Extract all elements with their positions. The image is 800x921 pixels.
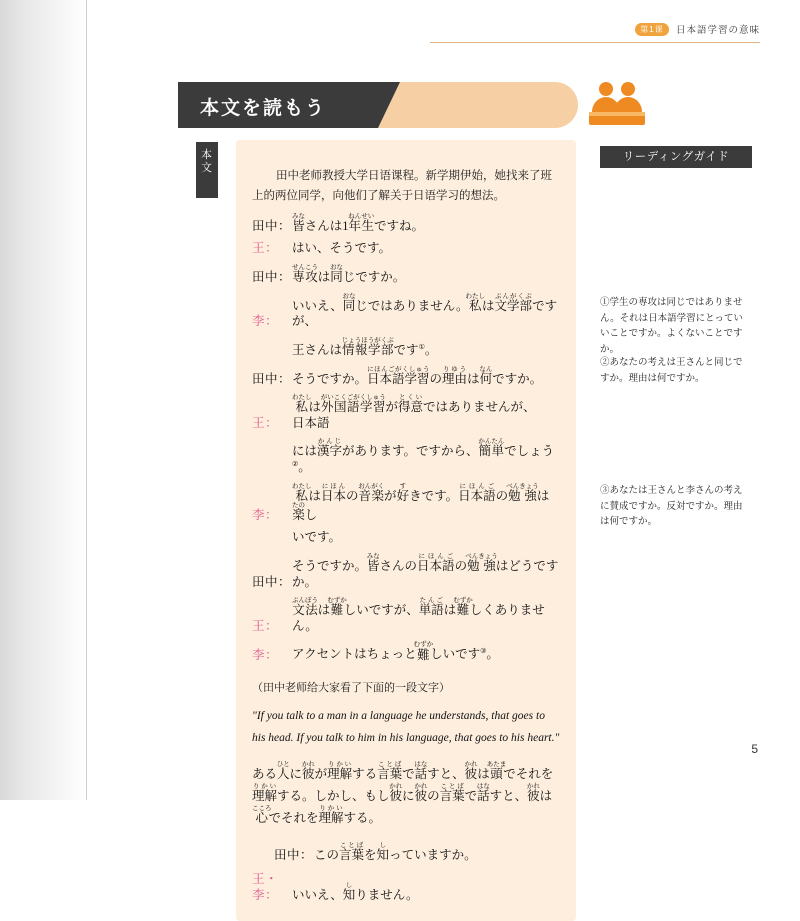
dialogue-block [252, 213, 560, 663]
dialogue-text: 王 さんは情報学部じょうほうがくぶです①。 [292, 336, 438, 357]
dialogue-text: そうですか。皆みなさんの日本語にほんごの勉強べんきょうはどうですか。 [292, 553, 559, 589]
header-divider [430, 42, 760, 43]
speaker-label: 王： [252, 415, 279, 430]
dialogue-text: この言葉ことばを知しっていますか。 [314, 842, 477, 863]
page-number: 5 [751, 742, 758, 756]
speaker-label: 田中： [274, 848, 314, 863]
dialogue-line [252, 394, 560, 431]
dialogue-text: 皆みなさんは1年生ねんせいですね。 [292, 212, 425, 233]
stage-note: （田中老师给大家看了下面的一段文字） [252, 682, 450, 695]
dialogue-text: いいえ、知しりません。 [292, 881, 419, 902]
page-gutter-shadow [0, 0, 88, 800]
dialogue-line [252, 241, 560, 257]
dialogue-text: 文法ぶんぽうは難むずかしいですが、単語たんごは難むずかしくありません。 [292, 597, 545, 633]
english-quote: "If you talk to a man in a language he understands, that goes to his head. If you talk to him in his language, that goes to his heart." [252, 710, 560, 744]
header-title: 日本語学習の意味 [675, 25, 760, 36]
dialogue-line [252, 597, 560, 634]
dialogue-text: アクセントはちょっと難むずかしいです③。 [292, 641, 499, 662]
dialogue-line [252, 642, 560, 664]
dialogue-line [252, 438, 560, 475]
speaker-label: 田中： [252, 574, 292, 589]
speaker-label: 田中： [252, 270, 292, 284]
speaker-label: 李： [252, 507, 279, 522]
intro-chinese-paragraph: 田中老师教授大学日语课程。新学期伊始，她找来了班上的两位同学，向他们了解关于日语学习的想法。 [252, 169, 552, 202]
page-gutter-line [86, 0, 87, 800]
dialogue-line [252, 213, 560, 235]
dialogue-text: いいえ、同おなじではありません。私わたしは文学部ぶんがくぶですが、 [292, 292, 558, 329]
reading-guide-item-3: ③あなたは王さんと李さんの考えに賛成ですか。反対ですか。理由は何ですか。 [600, 486, 743, 528]
dialogue-text: には漢字かんじがあります。ですから、簡単かんたんでしょう②。 [292, 438, 555, 475]
dialogue-line [252, 530, 560, 546]
dialogue-text: 私わたしは日本にほんの音楽おんがくが好すきです。日本語にほんごの勉強べんきょうは楽たのし [292, 482, 550, 522]
running-header [635, 22, 760, 36]
speaker-label: 田中： [252, 218, 292, 233]
dialogue-text: いです。 [292, 530, 342, 545]
speaker-label: 田中： [252, 371, 292, 386]
dialogue-text: 専攻せんこうは同おなじですか。 [292, 264, 406, 284]
japanese-translation: ある人ひとに彼かれが理解りかいする言葉ことばで話はなすと、彼かれは頭あたまでそれを理解りかいする。しかし、もし彼かれに彼かれの言葉ことばで話はなすと、彼かれは心こころでそれを理解りかいする。 [252, 761, 554, 826]
reading-people-icon [586, 78, 648, 132]
dialogue-line [252, 842, 560, 864]
lesson-badge: 第1课 [635, 23, 669, 36]
reading-guide-title: リーディングガイド [600, 146, 752, 168]
honbun-tab: 本文 [196, 142, 218, 198]
speaker-label: 王： [252, 618, 279, 633]
reading-guide-item-2: ②あなたの考えは王さんと同じですか。理由は何ですか。 [600, 358, 743, 384]
section-title: 本文を読もう [200, 98, 327, 119]
speaker-label: 王・李： [252, 872, 279, 902]
dialogue-text: はい、そうです。 [292, 241, 392, 256]
reading-guide-item-1: ①学生の専攻は同じではありません。それは日本語学習にとっていいことですか。よくないことですか。 [600, 298, 743, 356]
dialogue-line [252, 872, 560, 903]
dialogue-line [252, 553, 560, 590]
speaker-label: 王： [252, 241, 279, 256]
speaker-label: 李： [252, 314, 279, 329]
dialogue-line [252, 483, 560, 524]
dialogue-line [252, 366, 560, 388]
dialogue-line [252, 337, 560, 359]
dialogue-text: そうですか。日本語学習にほんごがくしゅうの理由りゆうは何なんですか。 [292, 365, 543, 386]
dialogue-text: 私わたしは外国語学習がいこくごがくしゅうが得意とくいではありませんが、日本語 [292, 394, 536, 430]
page-sheet [88, 0, 800, 902]
speaker-label: 李： [252, 647, 279, 662]
main-text-column [236, 140, 576, 921]
dialogue-line [252, 264, 560, 286]
dialogue-line [252, 293, 560, 330]
